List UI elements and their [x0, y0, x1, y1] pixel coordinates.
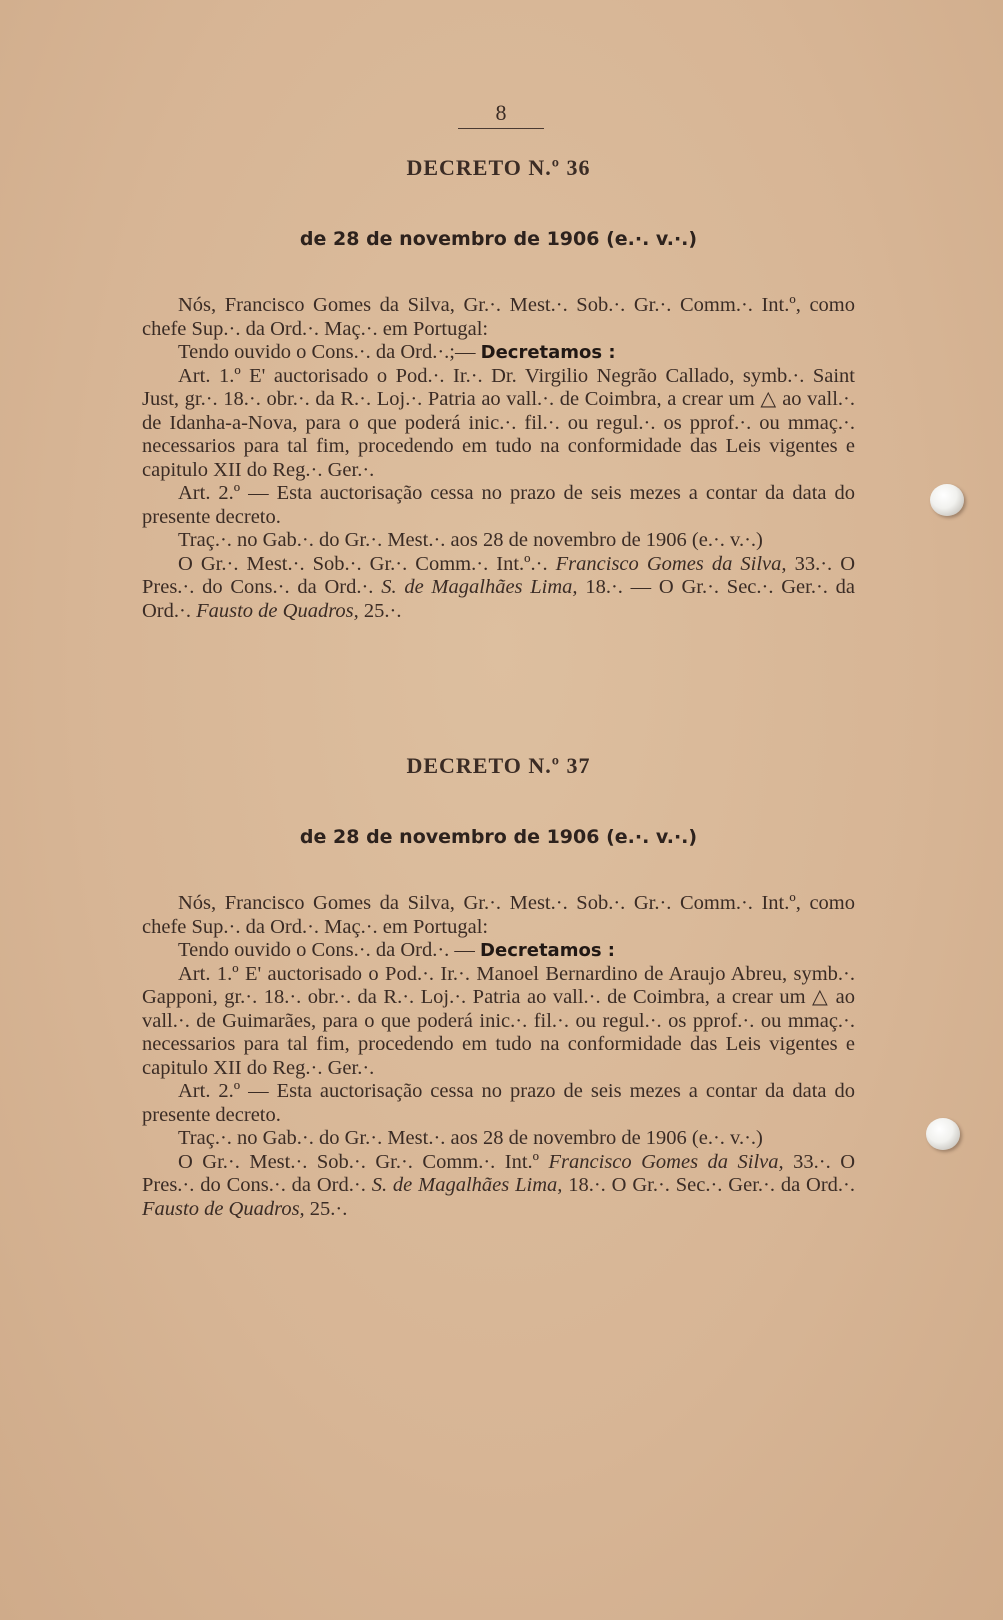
signature-degree: 25.·.: [363, 599, 402, 622]
decretamos-keyword: Decretamos :: [480, 342, 616, 363]
signature-name-2: S. de Magalhães Lima,: [381, 576, 578, 598]
signature-grand-master-title: O Gr.·. Mest.·. Sob.·. Gr.·. Comm.·. Int.º: [178, 1150, 540, 1173]
formula-text: Tendo ouvido o Cons.·. da Ord.·.;—: [178, 341, 476, 363]
decree-36: [142, 152, 855, 623]
signature-president-title: 33.·. O Pres.·. do Cons.·. da Ord.·.: [142, 552, 856, 598]
formula-text: Tendo ouvido o Cons.·. da Ord.·. —: [178, 939, 475, 961]
decree-date: de 28 de novembro de 1906 (e.·. v.·.): [299, 826, 698, 848]
signature-name-3: Fausto de Quadros,: [196, 599, 359, 622]
signatures-paragraph: [142, 553, 855, 624]
preamble-paragraph: Nós, Francisco Gomes da Silva, Gr.·. Mest.·. Sob.·. Gr.·. Comm.·. Int.º, como chefe Sup.·. da Ord.·. Maç.·. em Portugal:: [142, 294, 855, 340]
decree-body: [142, 892, 855, 1221]
decree-body: [142, 294, 855, 623]
decree-title: DECRETO N.º 36: [406, 155, 591, 180]
article-2-paragraph: Art. 2.º — Esta auctorisação cessa no prazo de seis mezes a contar da data do presente decreto.: [142, 1080, 855, 1126]
signature-degree: 25.·.: [309, 1197, 348, 1220]
signature-grand-master-title: O Gr.·. Mest.·. Sob.·. Gr.·. Comm.·. Int.º.·.: [178, 552, 548, 575]
article-1-paragraph: Art. 1.º E' auctorisado o Pod.·. Ir.·. Dr. Virgilio Negrão Callado, symb.·. Saint Just, gr.·. 18.·. obr.·. da R.·. Loj.·. Patria ao vall.·. de Coimbra, a crear um △ ao vall.·. de Idanha-a-Nova, para o que poderá inic.·. fil.·. ou regul.·. os pprof.·. ou mmaç.·. necessarios para tal fim, procedendo em tudo na conformidade das Leis vigentes e capitulo XII do Reg.·. Ger.·.: [142, 364, 855, 481]
preamble-paragraph: Nós, Francisco Gomes da Silva, Gr.·. Mest.·. Sob.·. Gr.·. Comm.·. Int.º, como chefe Sup.·. da Ord.·. Maç.·. em Portugal:: [142, 892, 855, 938]
decree-37: [142, 750, 855, 1221]
signature-name-2: S. de Magalhães Lima,: [371, 1174, 563, 1196]
article-1-paragraph: Art. 1.º E' auctorisado o Pod.·. Ir.·. Manoel Bernardino de Araujo Abreu, symb.·. Gapponi, gr.·. 18.·. obr.·. da R.·. Loj.·. Patria ao vall.·. de Coimbra, a crear um △ ao vall.·. de Guimarães, para o que poderá inic.·. fil.·. ou regul.·. os pprof.·. ou mmaç.·. necessarios para tal fim, procedendo em tudo na conformidade das Leis vigentes e capitulo XII do Reg.·. Ger.·.: [142, 962, 855, 1079]
signature-name-1: Francisco Gomes da Silva,: [548, 1150, 784, 1173]
decree-title: DECRETO N.º 37: [406, 753, 591, 778]
page-number-rule: [458, 128, 544, 129]
decretamos-keyword: Decretamos :: [480, 940, 616, 961]
signature-name-1: Francisco Gomes da Silva,: [555, 552, 787, 575]
article-2-paragraph: Art. 2.º — Esta auctorisação cessa no prazo de seis mezes a contar da data do presente decreto.: [142, 482, 855, 528]
signature-name-3: Fausto de Quadros,: [142, 1197, 305, 1220]
page-number: 8: [495, 100, 507, 125]
binding-tack-top: [930, 484, 964, 516]
issuance-paragraph: Traç.·. no Gab.·. do Gr.·. Mest.·. aos 28 de novembro de 1906 (e.·. v.·.): [178, 1127, 763, 1149]
signature-secretary-title: 18.·. O Gr.·. Sec.·. Ger.·. da Ord.·.: [568, 1174, 855, 1196]
issuance-paragraph: Traç.·. no Gab.·. do Gr.·. Mest.·. aos 28 de novembro de 1906 (e.·. v.·.): [178, 529, 763, 551]
signature-secretary-title: 18.·. — O Gr.·. Sec.·. Ger.·. da Ord.·.: [142, 576, 856, 622]
signatures-paragraph: [142, 1151, 855, 1222]
signature-president-title: 33.·. O Pres.·. do Cons.·. da Ord.·.: [142, 1150, 856, 1196]
binding-tack-bottom: [926, 1118, 960, 1150]
decree-formula: [142, 939, 855, 963]
decree-formula: [142, 341, 855, 365]
decree-date: de 28 de novembro de 1906 (e.·. v.·.): [299, 228, 698, 250]
